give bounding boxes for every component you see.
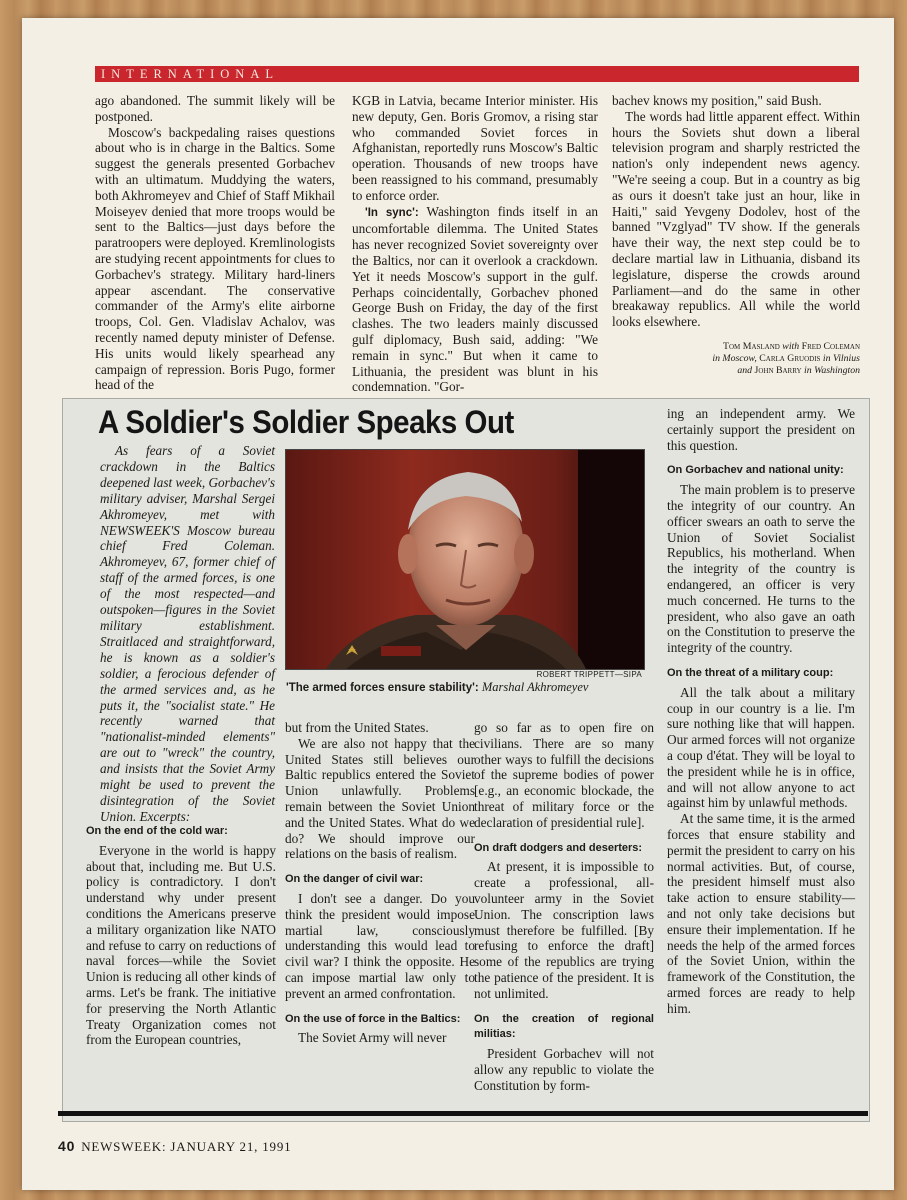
answer-text: President Gorbachev will not allow any republic to violate the Constitution by form- — [474, 1046, 654, 1093]
issue-date: : JANUARY 21, 1991 — [161, 1139, 292, 1154]
portrait-photo — [285, 449, 645, 670]
byline-name: Tom Masland — [723, 341, 780, 352]
byline-credits — [582, 341, 860, 377]
answer-text: but from the United States. — [285, 720, 429, 735]
box-headline: A Soldier's Soldier Speaks Out — [98, 404, 514, 440]
box-column-1 — [86, 814, 276, 1048]
article-text: KGB in Latvia, became Interior minister. His new deputy, Gen. Boris Gromov, a rising star who commanded Soviet forces in Afghanistan, reportedly runs Moscow's Baltic operation. Thousands of new troops have been reassigned to his command, presumably to enforce order. — [352, 93, 598, 203]
subhead-cold-war: On the end of the cold war: — [86, 825, 228, 837]
box-intro — [100, 443, 275, 825]
answer-text: At present, it is impossible to create a professional, all-volunteer army in the Soviet Union. The conscription laws must therefore be fulfilled. [By refusing to enforce the draft] some of the republics are trying the patience of the president. It is not unlimited. — [474, 859, 654, 1001]
subhead-coup: On the threat of a military coup: — [667, 666, 834, 679]
byline-text: with — [779, 341, 802, 352]
page-number: 40 — [58, 1138, 76, 1154]
masthead: NEWSWEEK — [81, 1139, 162, 1154]
box-column-4 — [667, 406, 855, 1016]
caption-name: Marshal Akhromeyev — [478, 680, 589, 694]
byline-text: and — [737, 365, 755, 376]
article-column-2 — [352, 93, 598, 395]
answer-text: All the talk about a military coup in our country is a lie. I'm sure nothing like that will happen. Our armed forces will not organize a coup d'état. They will be loyal to the president while he is in office, and will not allow anyone to act against him by unlawful methods. — [667, 684, 855, 811]
article-column-3 — [612, 93, 860, 330]
kicker-in-sync: 'In sync': — [365, 206, 419, 219]
article-text: The words had little apparent effect. Within hours the Soviets shut down a liberal television program and sharply restricted the nation's only independent news agency. "We're seeing a coup. But in a country as big as ours it doesn't take just an hour, like in Haiti," said Yevgeny Dodolev, host of the banned "Vzglyad" TV show. If the generals have their way, the next step could be to declare martial law in Lithuania, disband its legislature, disperse the crowds around Parliament—and do the same in other breakaway republics. All while the world looks elsewhere. — [612, 108, 860, 330]
byline-name: John Barry — [754, 365, 802, 376]
article-text: bachev knows my position," said Bush. — [612, 93, 822, 108]
subhead-force: On the use of force in the Baltics: — [285, 1012, 461, 1025]
byline-name: Carla Gruodis — [759, 353, 821, 364]
subhead-unity: On Gorbachev and national unity: — [667, 464, 844, 477]
article-text — [352, 204, 598, 396]
box-column-2 — [285, 720, 475, 1046]
answer-text: The main problem is to preserve the integrity of our country. An officer swears an oath to serve the Union of Soviet Socialist Republics, his motherland. When the integrity of the country is endangered, an officer is very much concerned. He turns to the president, who also gave an oath on the Constitution to preserve the integrity of the country. — [667, 482, 855, 656]
photo-caption — [286, 680, 646, 695]
article-text-cont: Washington finds itself in an uncomfortable dilemma. The United States has never recognized Soviet sovereignty over the Baltics, nor can it overlook a crackdown. Yet it needs Moscow's support in the gulf. Perhaps coincidentally, Gorbachev phoned George Bush on Friday, the day of the first clashes. The two leaders mainly discussed gulf diplomacy, Bush said, adding: "We remain in sync." But when it came to Lithuania, the president was blunt in his condemnation. "Gor- — [352, 203, 598, 395]
byline-text: in Moscow, — [712, 353, 760, 364]
photo-credit: ROBERT TRIPPETT—SIPA — [536, 670, 642, 679]
answer-text: Everyone in the world is happy about that, including me. But U.S. policy is contradictory. I don't understand why under present conditions the Americans preserve a military organization like NATO and refuse to carry on reductions of naval forces—while the Soviet Union is reducing all other kinds of arms. Let's be frank. The initiative for preserving the North Atlantic Treaty Organization comes not from the European countries, — [86, 842, 276, 1048]
byline-name: Fred Coleman — [801, 341, 860, 352]
intro-text: As fears of a Soviet crackdown in the Baltics deepened last week, Gorbachev's military adviser, Marshal Sergei Akhromeyev, met with NEWSWEEK'S Moscow bureau chief Fred Coleman. Akhromeyev, 67, former chief of staff of the armed forces, is one of the most respected—and outspoken—figures in the Soviet military establishment. Straitlaced and straightforward, he is known as a soldier's soldier, a ferocious defender of the armed services and, as he puts it, the "socialist state." He recently warned that "nationalist-minded elements" are out to "wreck" the country, and insists that the Soviet Army might be used to prevent the disintegration of the Soviet Union. Excerpts: — [100, 443, 275, 824]
answer-text: At the same time, it is the armed forces that ensure stability and permit the president to carry on his normal activities. But, of course, the president himself must also take action to ensure stability—and not only take decisions but ensure their implementation. If he needs the help of the armed forces of the Soviet Union, within the framework of the Constitution, the armed forces are ready to help him. — [667, 811, 855, 1016]
box-column-3 — [474, 720, 654, 1094]
caption-quote: 'The armed forces ensure stability': — [286, 682, 479, 694]
answer-text: We are also not happy that the United States still believes our Baltic republics entered the Soviet Union unlawfully. Problems remain between the Soviet Union and the United States. What do we do? We should improve our relations on the basis of realism. — [285, 735, 475, 862]
article-text: Moscow's backpedaling raises questions about who is in charge in the Baltics. Some suggest the generals presented Gorbachev with an ultimatum. Muddying the waters, both Akhromeyev and Chief of Staff Mikhail Moiseyev denied that more troops would be sent to the Baltics—just days before the paratroopers were deployed. Kremlinologists are studying recent appointments for clues to Gorbachev's strategy. Military hard-liners appear ascendant. The conservative commander of the Army's elite airborne troops, Col. Gen. Vladislav Achalov, was recently named deputy minister of Defense. His units would likely spearhead any campaign of repression. Boris Pugo, former head of the — [95, 124, 336, 393]
subhead-civil-war: On the danger of civil war: — [285, 873, 424, 886]
byline-text: in Washington — [801, 365, 860, 376]
byline-text: in Vilnius — [820, 353, 860, 364]
portrait-image — [286, 450, 644, 669]
article-text: ago abandoned. The summit likely will be postponed. — [95, 93, 335, 124]
answer-text: The Soviet Army will never — [298, 1030, 447, 1046]
page-footer — [58, 1138, 458, 1155]
magazine-page — [22, 18, 894, 1190]
section-label: INTERNATIONAL — [101, 67, 279, 81]
section-banner — [95, 66, 859, 82]
answer-text: I don't see a danger. Do you think the president would impose martial law, consciously understanding this would lead to civil war? I think the opposite. He can impose martial law only to prevent an armed confrontation. — [285, 890, 475, 1001]
subhead-militias: On the creation of regional militias: — [474, 1012, 654, 1041]
subhead-draft: On draft dodgers and deserters: — [474, 841, 643, 854]
footer-rule — [58, 1111, 868, 1116]
article-column-1 — [95, 93, 335, 393]
answer-text: go so far as to open fire on civilians. There are so many other ways to fulfill the decisions of the supreme bodies of power [e.g., an economic blockade, the threat of military force or the declaration of presidential rule]. — [474, 720, 654, 830]
answer-text: ing an independent army. We certainly support the president on this question. — [667, 406, 855, 453]
